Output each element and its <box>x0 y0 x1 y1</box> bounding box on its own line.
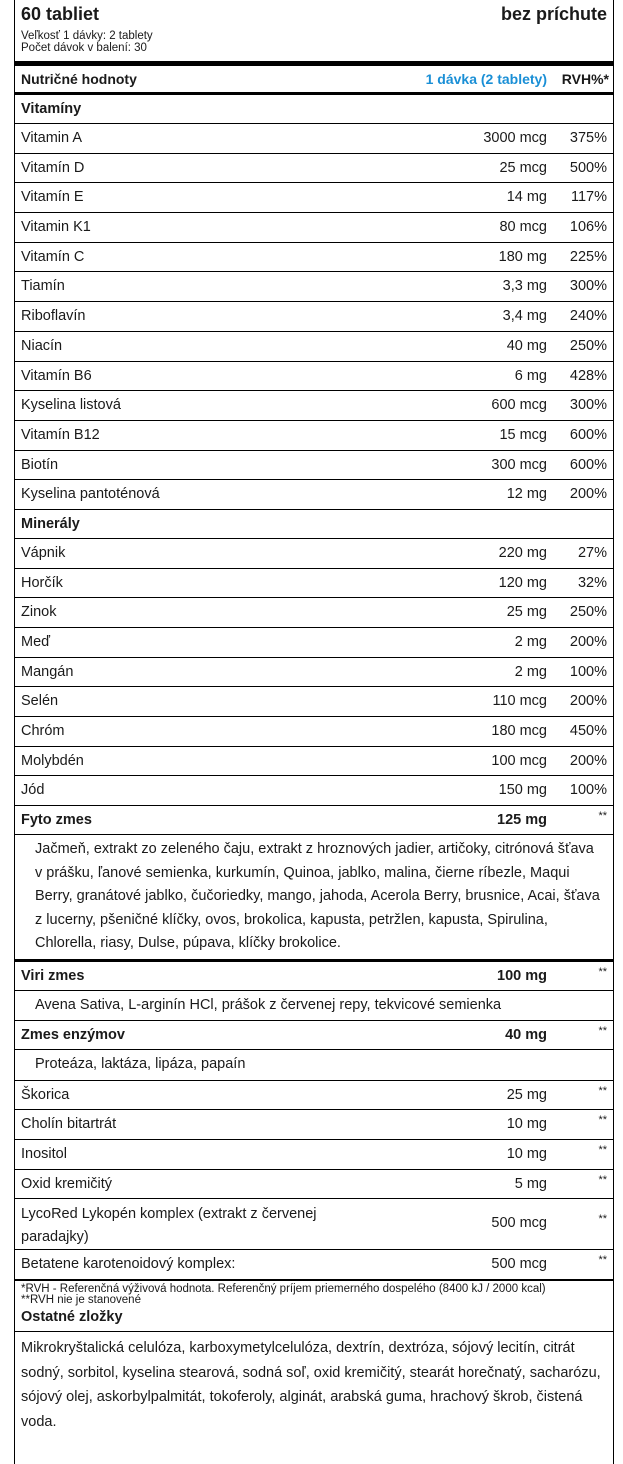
nutrient-name: Vitamín B6 <box>21 367 92 384</box>
nutrient-name: Vitamin K1 <box>21 219 91 236</box>
viri-ingredients: Avena Sativa, L-arginín HCl, prášok z červenej repy, tekvicové semienka <box>15 991 613 1022</box>
nutrient-name: Jód <box>21 782 45 799</box>
nutrient-row <box>15 628 613 658</box>
nutrient-rvh: ** <box>598 1213 607 1226</box>
nutrient-name: Vitamín B12 <box>21 426 100 443</box>
nutrient-rvh: 200% <box>569 693 607 710</box>
nutrient-name: Zinok <box>21 604 57 621</box>
section-viri <box>15 962 613 991</box>
footnotes <box>15 1281 613 1306</box>
nutrient-name: Vitamín D <box>21 159 85 176</box>
nutrient-amount: 10 mg <box>506 1116 547 1133</box>
nutrient-amount: 3000 mcg <box>483 130 547 146</box>
nutrient-row <box>15 1170 613 1200</box>
nutrient-row <box>15 243 613 273</box>
nutrient-amount: 25 mg <box>506 1086 547 1103</box>
section-title: Viri zmes <box>21 967 85 984</box>
nutrient-amount: 600 mcg <box>491 397 547 414</box>
section-amount: 100 mg <box>497 967 547 984</box>
betatene-row <box>15 1250 613 1281</box>
nutrient-row <box>15 776 613 806</box>
nutrient-rvh: 200% <box>569 752 607 769</box>
nutrient-rvh: 450% <box>569 723 607 740</box>
nutrient-amount: 110 mcg <box>492 693 547 710</box>
nutrient-amount: 180 mg <box>498 248 547 265</box>
footnote-rvh: *RVH - Referenčná výživová hodnota. Referenčný príjem priemerného dospelého (8400 kJ / 2000 kcal) <box>21 1283 546 1296</box>
section-title: Fyto zmes <box>21 812 92 829</box>
nutrient-row <box>15 213 613 243</box>
nutrient-amount: 120 mg <box>498 574 547 591</box>
section-amount: 125 mg <box>497 812 547 829</box>
nutrient-amount: 6 mg <box>514 367 547 384</box>
nutrient-name: Horčík <box>21 574 63 591</box>
nutrient-row <box>15 598 613 628</box>
nutrient-row <box>15 717 613 747</box>
section-title: Vitamíny <box>21 101 82 117</box>
column-header <box>15 66 613 92</box>
nutrient-amount: 80 mcg <box>499 219 547 236</box>
nutrient-amount: 2 mg <box>514 663 547 680</box>
nutrient-amount: 500 mcg <box>491 1215 547 1232</box>
nutrient-row <box>15 183 613 213</box>
nutrient-amount: 40 mg <box>506 337 547 354</box>
nutrients-heading: Nutričné hodnoty <box>21 71 137 87</box>
section-enzymes <box>15 1021 613 1050</box>
nutrient-name: Mangán <box>21 663 74 680</box>
nutrient-amount: 15 mcg <box>499 426 547 443</box>
nutrient-rvh: ** <box>598 1144 607 1156</box>
nutrient-row <box>15 451 613 481</box>
nutrient-name: Niacín <box>21 337 63 354</box>
nutrient-row <box>15 362 613 392</box>
nutrient-name: Cholín bitartrát <box>21 1116 117 1133</box>
nutrient-row <box>15 480 613 510</box>
nutrient-amount: 180 mcg <box>491 723 547 740</box>
nutrient-rvh: 428% <box>569 367 607 384</box>
nutrient-name: LycoRed Lykopén komplex (extrakt z červenej paradajky) <box>21 1206 317 1246</box>
nutrient-name: Inositol <box>21 1146 67 1162</box>
nutrient-row <box>15 687 613 717</box>
nutrient-amount: 25 mcg <box>499 159 547 176</box>
section-rvh: ** <box>598 965 607 978</box>
nutrient-rvh: 117% <box>570 189 607 206</box>
nutrient-name: Oxid kremičitý <box>21 1175 113 1192</box>
nutrient-rvh: 200% <box>569 634 607 650</box>
nutrient-row <box>15 154 613 184</box>
nutrient-rvh: ** <box>598 1173 607 1186</box>
nutrient-rvh: 240% <box>569 308 607 325</box>
other-rows <box>15 1081 613 1200</box>
nutrient-row <box>15 1081 613 1111</box>
nutrient-rvh: 100% <box>569 782 607 799</box>
nutrient-amount: 300 mcg <box>491 456 547 473</box>
nutrient-rvh: ** <box>598 1254 607 1267</box>
nutrient-amount: 220 mg <box>498 544 547 561</box>
nutrient-rvh: 300% <box>569 397 607 414</box>
nutrient-name: Vápnik <box>21 544 66 561</box>
nutrient-rvh: 500% <box>569 159 607 176</box>
nutrient-amount: 5 mg <box>514 1175 547 1192</box>
nutrient-row <box>15 391 613 421</box>
nutrient-rvh: 250% <box>569 604 607 621</box>
nutrient-row <box>15 539 613 569</box>
section-title: Minerály <box>21 515 80 532</box>
label-header <box>15 0 613 61</box>
nutrient-name: Kyselina pantoténová <box>21 486 160 503</box>
nutrient-amount: 25 mg <box>506 604 547 621</box>
nutrient-amount: 2 mg <box>514 634 547 650</box>
nutrient-row <box>15 124 613 154</box>
nutrient-rvh: 27% <box>577 544 607 561</box>
other-ingredients-title: Ostatné zložky <box>15 1306 613 1332</box>
nutrient-name: Vitamín E <box>21 189 84 206</box>
nutrient-rvh: ** <box>598 1084 607 1097</box>
nutrient-amount: 3,3 mg <box>502 278 547 295</box>
nutrient-name: Škorica <box>21 1086 70 1103</box>
nutrition-label <box>14 0 614 1464</box>
serving-size: Veľkosť 1 dávky: 2 tablety <box>21 30 153 42</box>
nutrient-amount: 100 mcg <box>491 752 547 769</box>
enzyme-ingredients: Proteáza, laktáza, lipáza, papaín <box>15 1050 613 1081</box>
section-rvh: ** <box>598 1025 607 1038</box>
section-minerals <box>15 510 613 539</box>
nutrient-rvh: 600% <box>569 456 607 473</box>
nutrient-amount: 10 mg <box>506 1146 547 1162</box>
nutrient-row <box>15 272 613 302</box>
nutrient-rvh: 600% <box>569 426 607 443</box>
flavor: bez príchute <box>500 4 607 24</box>
nutrient-row <box>15 1110 613 1140</box>
nutrient-row <box>15 569 613 599</box>
nutrient-name: Tiamín <box>21 278 65 295</box>
footnote-not-set: **RVH nie je stanovené <box>21 1294 141 1307</box>
section-rvh: ** <box>598 810 607 823</box>
nutrient-amount: 500 mcg <box>491 1256 547 1273</box>
nutrient-row <box>15 747 613 777</box>
phyto-ingredients: Jačmeň, extrakt zo zeleného čaju, extrakt z hroznových jadier, artičoky, citrónová šťava v prášku, ľanové semienka, kurkumín, Quinoa, jablko, malina, čierne ríbezle, Maqui Berry, granátové jablko, čučoriedky, mango, jahoda, Acerola Berry, brusnice, Acai, šťava z lucerny, pšeničné klíčky, ovos, brokolica, kapusta, petržlen, kapusta, Spirulina, Chlorella, riasy, Dulse, púpava, klíčky brokolice. <box>15 835 613 962</box>
nutrient-row <box>15 332 613 362</box>
nutrient-row <box>15 658 613 688</box>
mineral-rows <box>15 539 613 806</box>
nutrient-rvh: 225% <box>569 248 607 265</box>
nutrient-rvh: 100% <box>569 663 607 680</box>
nutrient-name: Vitamin A <box>21 130 82 146</box>
nutrient-amount: 12 mg <box>506 486 547 503</box>
nutrient-rvh: 375% <box>569 130 607 146</box>
nutrient-rvh: 32% <box>577 574 607 591</box>
nutrient-name: Meď <box>21 634 51 650</box>
nutrient-name: Molybdén <box>21 752 84 769</box>
nutrient-name: Riboflavín <box>21 308 86 325</box>
nutrient-name: Biotín <box>21 456 59 473</box>
lycored-row <box>15 1199 613 1250</box>
nutrient-rvh: 250% <box>569 337 607 354</box>
section-amount: 40 mg <box>505 1027 547 1044</box>
other-ingredients-text: Mikrokryštalická celulóza, karboxymetylcelulóza, dextrín, dextróza, sójový lecitín, citrát sodný, sorbitol, kyselina stearová, sodná soľ, oxid kremičitý, stearát horečnatý, sacharózu, sójový olej, askorbylpalmitát, tokoferoly, alginát, arabská guma, hrachový škrob, čistená voda. <box>21 1340 601 1430</box>
nutrient-name: Selén <box>21 693 59 710</box>
section-phyto <box>15 806 613 835</box>
nutrient-amount: 3,4 mg <box>502 308 547 325</box>
nutrient-name: Kyselina listová <box>21 397 121 414</box>
tablet-count: 60 tabliet <box>21 4 100 24</box>
rvh-heading: RVH%* <box>561 71 609 87</box>
dose-heading: 1 dávka (2 tablety) <box>425 71 547 87</box>
nutrient-rvh: ** <box>598 1114 607 1127</box>
section-vitamins <box>15 95 613 124</box>
section-title: Zmes enzýmov <box>21 1027 125 1044</box>
nutrient-rvh: 300% <box>569 278 607 295</box>
vitamin-rows <box>15 124 613 510</box>
nutrient-name: Chróm <box>21 723 65 740</box>
nutrient-rvh: 200% <box>569 486 607 503</box>
nutrient-row <box>15 1140 613 1170</box>
nutrient-name: Vitamín C <box>21 248 85 265</box>
nutrient-amount: 150 mg <box>498 782 547 799</box>
nutrient-rvh: 106% <box>569 219 607 236</box>
nutrient-name: Betatene karotenoidový komplex: <box>21 1256 236 1273</box>
servings-per-pack: Počet dávok v balení: 30 <box>21 42 147 54</box>
nutrient-row <box>15 302 613 332</box>
nutrient-amount: 14 mg <box>506 189 547 206</box>
nutrient-row <box>15 421 613 451</box>
